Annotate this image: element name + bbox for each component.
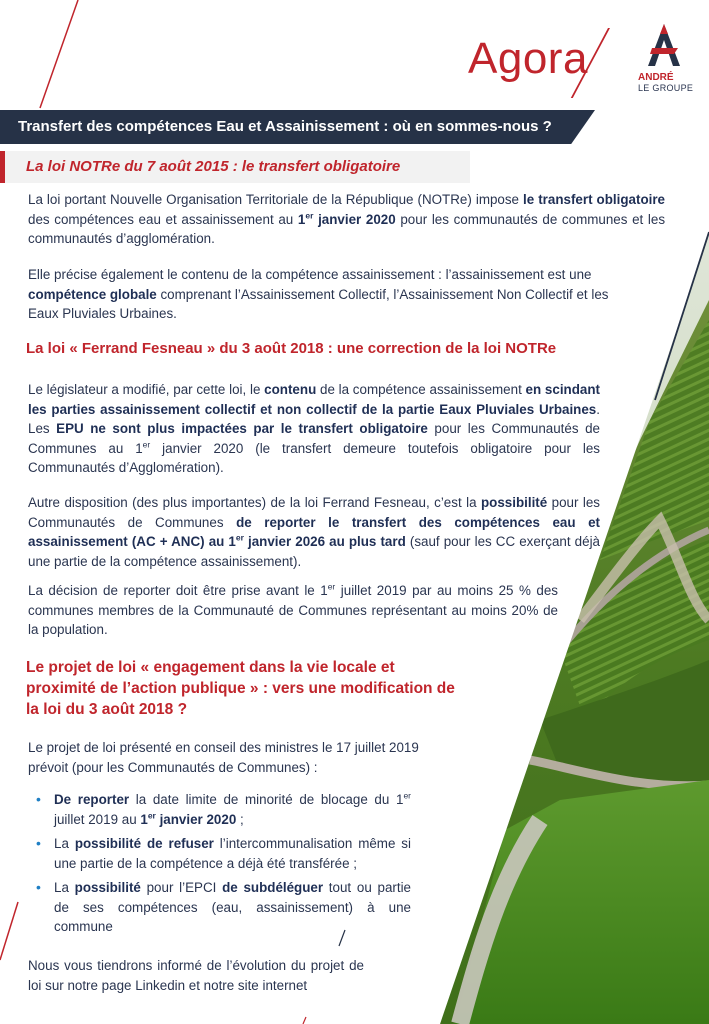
section3-heading: Le projet de loi « engagement dans la vie locale et proximité de l’action publique » : vers une modification de la loi du 3 août 2018 ? xyxy=(26,659,455,718)
section2-paragraph-1: Le législateur a modifié, par cette loi, le contenu de la compétence assainissement en scindant les parties assainissement collectif et non collectif de la partie Eaux Pluviales Urbaines. Les EPU ne sont plus impactées par le transfert obligatoire pour les Communautés de Communes au 1er janvier 2020 (le transfert demeure toutefois obligatoire pour les Communautés d’Agglomération). xyxy=(28,382,600,475)
list-item: • La possibilité de refuser l’intercommunalisation même si une partie de la compétence a déjà été transférée ; xyxy=(36,834,411,873)
section1-paragraph-1: La loi portant Nouvelle Organisation Territoriale de la République (NOTRe) impose le transfert obligatoire des compétences eau et assainissement au 1er janvier 2020 pour les communautés de communes et les communautés d’agglomération. xyxy=(28,192,666,246)
proposal-list xyxy=(36,790,411,942)
list-item: • La possibilité pour l’EPCI de subdéléguer tout ou partie de ses compétences (eau, assainissement) à une commune xyxy=(36,878,411,937)
title-banner xyxy=(0,110,595,144)
section1-heading-stripe xyxy=(0,151,5,183)
agora-logo-text: Agora xyxy=(468,34,588,83)
section2-paragraph-2: Autre disposition (des plus importantes) de la loi Ferrand Fesneau, c’est la possibilité pour les Communautés de Communes de reporter le transfert des compétences eau et assainissement (AC + ANC) au 1er janvier 2026 au plus tard (sauf pour les CC exerçant déjà une partie de la compétence assainissement). xyxy=(28,495,601,569)
closing-paragraph: Nous vous tiendrons informé de l’évolution du projet de loi sur notre page Linkedin et notre site internet xyxy=(28,958,364,993)
section1-heading: La loi NOTRe du 7 août 2015 : le transfert obligatoire xyxy=(26,158,401,175)
brand-name: ANDRÉ xyxy=(638,72,674,83)
list-item: • De reporter la date limite de minorité de blocage du 1er juillet 2019 au 1er janvier 2020 ; xyxy=(36,790,411,829)
brand-group: LE GROUPE xyxy=(638,83,694,93)
agora-andre-logo xyxy=(466,20,706,100)
section1-paragraph-2: Elle précise également le contenu de la compétence assainissement : l’assainissement est une compétence globale comprenant l’Assainissement Collectif, l’Assainissement Non Collectif et les Eaux Pluviales Urbaines. xyxy=(28,267,609,321)
section2-paragraph-3: La décision de reporter doit être prise avant le 1er juillet 2019 par au moins 25 % des communes membres de la Communauté de Communes représentant au moins 20% de la population. xyxy=(28,581,558,637)
section3-intro: Le projet de loi présenté en conseil des ministres le 17 juillet 2019 prévoit (pour les Communautés de Communes) : xyxy=(28,740,419,775)
andre-a-logo-icon xyxy=(644,22,684,68)
page-title: Transfert des compétences Eau et Assainissement : où en sommes-nous ? xyxy=(18,118,552,135)
section2-heading: La loi « Ferrand Fesneau » du 3 août 2018 : une correction de la loi NOTRe xyxy=(26,340,557,357)
